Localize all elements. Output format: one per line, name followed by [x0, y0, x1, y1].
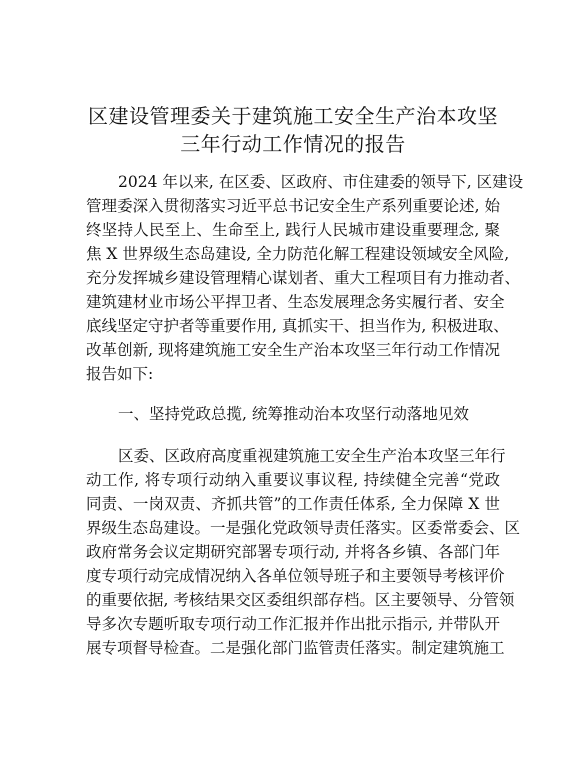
section-heading-1: 一、坚持党政总揽, 统筹推动治本攻坚行动落地见效 — [118, 405, 469, 423]
paragraph-2-line-8: 导多次专题听取专项行动工作汇报并作出批示指示, 并带队开 — [86, 615, 500, 633]
paragraph-2-line-4: 界级生态岛建设。一是强化党政领导责任落实。区委常委会、区 — [86, 519, 521, 537]
paragraph-2-line-9: 展专项督导检查。二是强化部门监管责任落实。制定建筑施工 — [86, 639, 505, 657]
paragraph-2-line-7: 的重要依据, 考核结果交区委组织部存档。区主要领导、分管领 — [86, 591, 515, 609]
document-title-line-2: 三年行动工作情况的报告 — [180, 132, 406, 156]
paragraph-1-line-5: 充分发挥城乡建设管理精心谋划者、重大工程项目有力推动者、 — [86, 269, 521, 287]
paragraph-2-line-1: 区委、区政府高度重视建筑施工安全生产治本攻坚三年行 — [118, 447, 506, 465]
paragraph-2-line-3: 同责、一岗双责、齐抓共管”的工作责任体系, 全力保障 X 世 — [86, 495, 500, 513]
paragraph-2-line-5: 政府常务会议定期研究部署专项行动, 并将各乡镇、各部门年 — [86, 543, 500, 561]
paragraph-1-line-8: 改革创新, 现将建筑施工安全生产治本攻坚三年行动工作情况 — [86, 341, 500, 359]
document-title-line-1: 区建设管理委关于建筑施工安全生产治本攻坚 — [88, 104, 498, 128]
paragraph-2-line-6: 度专项行动完成情况纳入各单位领导班子和主要领导考核评价 — [86, 567, 505, 585]
paragraph-1-line-7: 底线坚定守护者等重要作用, 真抓实干、担当作为, 积极进取、 — [86, 317, 509, 335]
paragraph-2-line-2: 动工作, 将专项行动纳入重要议事议程, 持续健全完善“党政 — [86, 471, 500, 489]
paragraph-1-line-1: 2024 年以来, 在区委、区政府、市住建委的领导下, 区建设 — [118, 173, 524, 191]
paragraph-1-line-4: 焦 X 世界级生态岛建设, 全力防范化解工程建设领域安全风险, — [86, 245, 510, 263]
paragraph-1-line-9: 报告如下: — [86, 365, 154, 383]
paragraph-1-line-2: 管理委深入贯彻落实习近平总书记安全生产系列重要论述, 始 — [86, 197, 500, 215]
paragraph-1-line-6: 建筑建材业市场公平捍卫者、生态发展理念务实履行者、安全 — [86, 293, 505, 311]
paragraph-1-line-3: 终坚持人民至上、生命至上, 践行人民城市建设重要理念, 聚 — [86, 221, 500, 239]
